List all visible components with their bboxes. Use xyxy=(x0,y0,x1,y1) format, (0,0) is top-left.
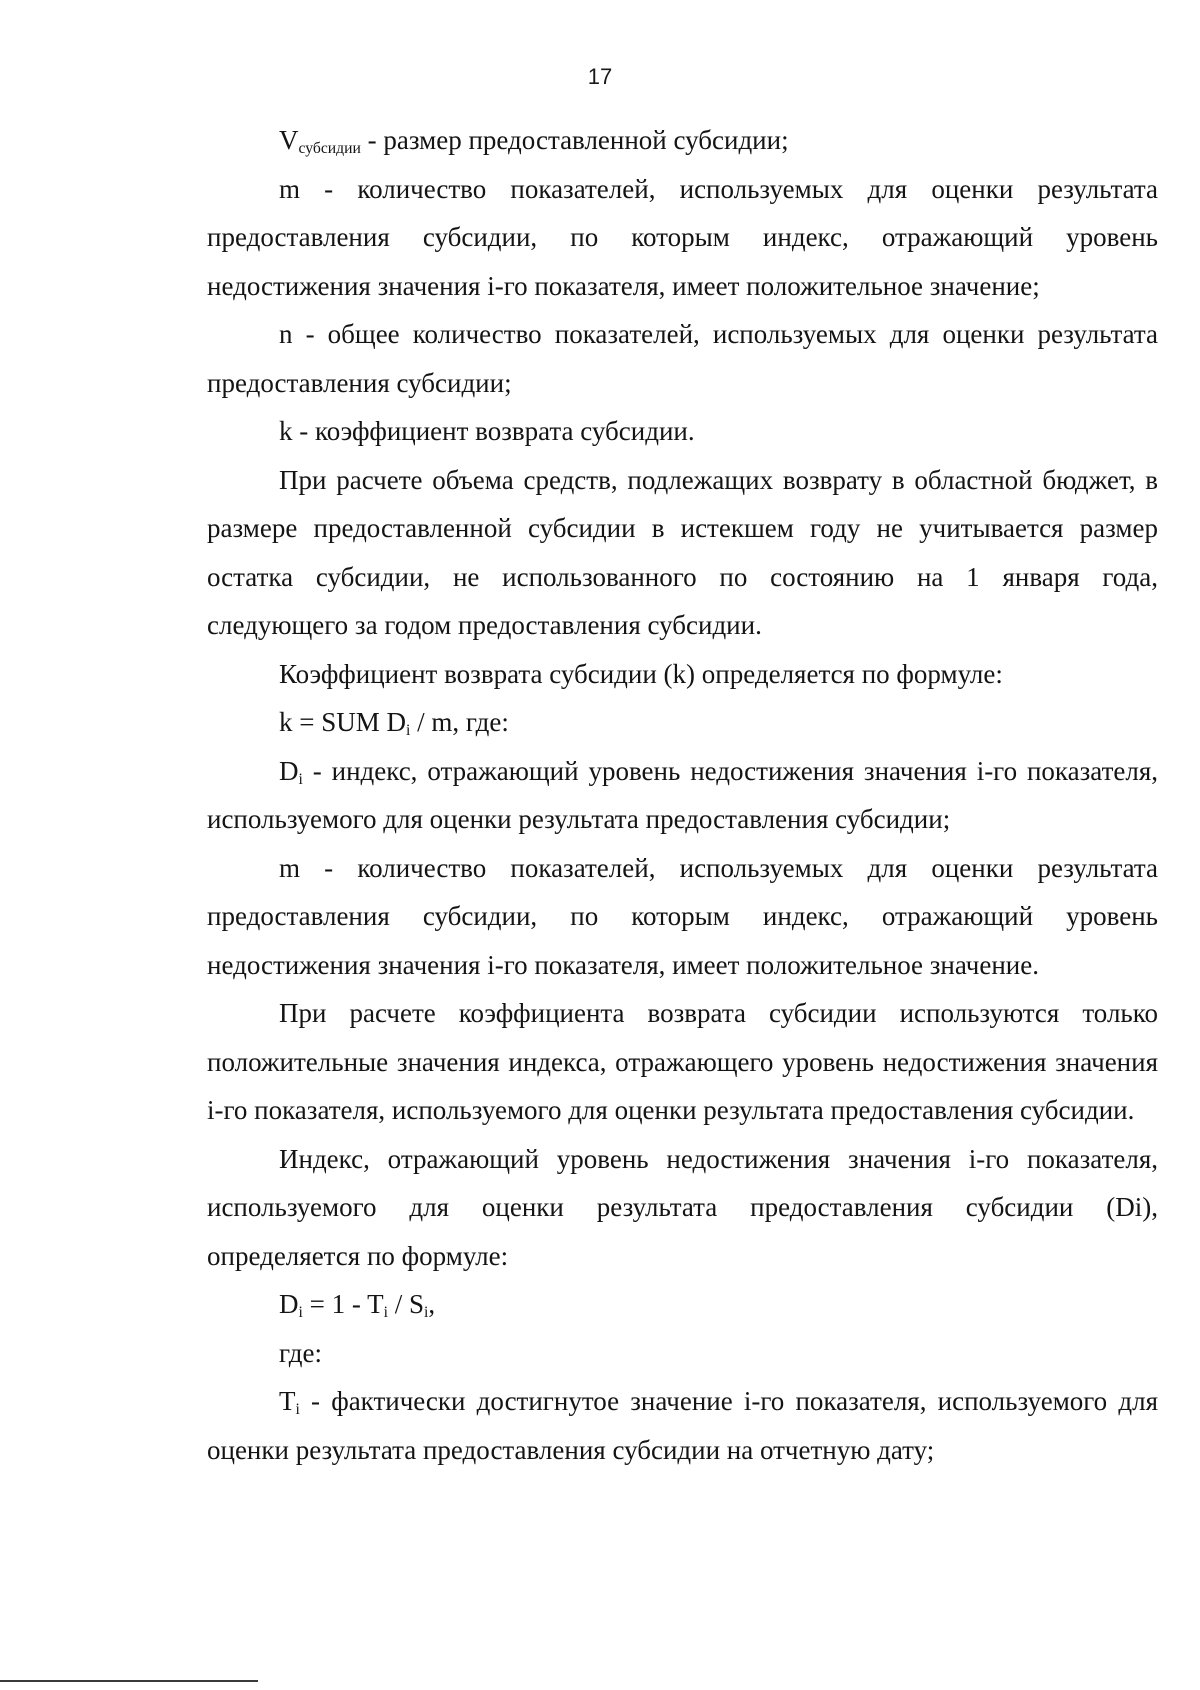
d-formula xyxy=(207,1280,1158,1329)
where-label: где: xyxy=(279,1337,322,1368)
t-definition xyxy=(207,1377,1158,1474)
page-number: 17 xyxy=(587,64,613,89)
d-formula-slash: / S xyxy=(387,1289,424,1319)
document-body xyxy=(207,116,1158,1474)
d-symbol: D xyxy=(279,755,299,786)
k-definition: k - коэффициент возврата субсидии. xyxy=(279,416,695,446)
t-definition-text: - фактически достигнутое значение i-го показателя, используемого для оценки результата предоставления субсидии на отчетную дату; xyxy=(207,1386,1158,1465)
scan-edge-line xyxy=(0,1680,258,1682)
k-formula-subscript: i xyxy=(406,721,411,739)
m-definition-repeat: m - количество показателей, используемых для оценки результата предоставления субсидии, по которым индекс, отражающий уровень недостижения значения i-го показателя, имеет положительное значение. xyxy=(207,852,1158,980)
d-definition xyxy=(207,747,1158,844)
v-definition-text: - размер предоставленной субсидии; xyxy=(360,125,789,155)
d-formula-intro: Индекс, отражающий уровень недостижения значения i-го показателя, используемого для оценки результата предоставления субсидии (Di), определяется по формуле: xyxy=(207,1143,1158,1271)
d-formula-mid: = 1 - T xyxy=(302,1289,384,1319)
k-formula xyxy=(207,698,1158,747)
k-formula-intro: Коэффициент возврата субсидии (k) определяется по формуле: xyxy=(279,658,1003,689)
k-formula-right: / m, где: xyxy=(410,707,509,737)
d-formula-d-sub: i xyxy=(298,1303,303,1321)
d-formula-t-sub: i xyxy=(383,1303,388,1321)
n-definition: n - общее количество показателей, используемых для оценки результата предоставления субсидии; xyxy=(207,319,1158,398)
d-definition-text: - индекс, отражающий уровень недостижения значения i-го показателя, используемого для оценки результата предоставления субсидии; xyxy=(207,755,1158,834)
v-symbol: V xyxy=(279,125,299,155)
m-definition: m - количество показателей, используемых для оценки результата предоставления субсидии, по которым индекс, отражающий уровень недостижения значения i-го показателя, имеет положительное значение; xyxy=(207,173,1158,301)
k-usage-note: При расчете коэффициента возврата субсидии используются только положительные значения индекса, отражающего уровень недостижения значения i-го показателя, используемого для оценки результата предоставления субсидии. xyxy=(207,998,1158,1125)
k-formula-left: k = SUM D xyxy=(279,707,406,737)
d-subscript: i xyxy=(298,770,303,788)
t-subscript: i xyxy=(295,1400,300,1418)
t-symbol: T xyxy=(279,1386,296,1416)
v-subscript: субсидии xyxy=(298,139,361,157)
v-subsidy-definition xyxy=(207,116,1158,165)
d-formula-end: , xyxy=(428,1289,436,1319)
d-formula-s-sub: i xyxy=(423,1303,429,1321)
calculation-note: При расчете объема средств, подлежащих возврату в областной бюджет, в размере предоставленной субсидии в истекшем году не учитывается размер остатка субсидии, не использованного по состоянию на 1 января года, следующего за годом предоставления субсидии. xyxy=(207,464,1158,640)
d-formula-d: D xyxy=(279,1289,299,1319)
